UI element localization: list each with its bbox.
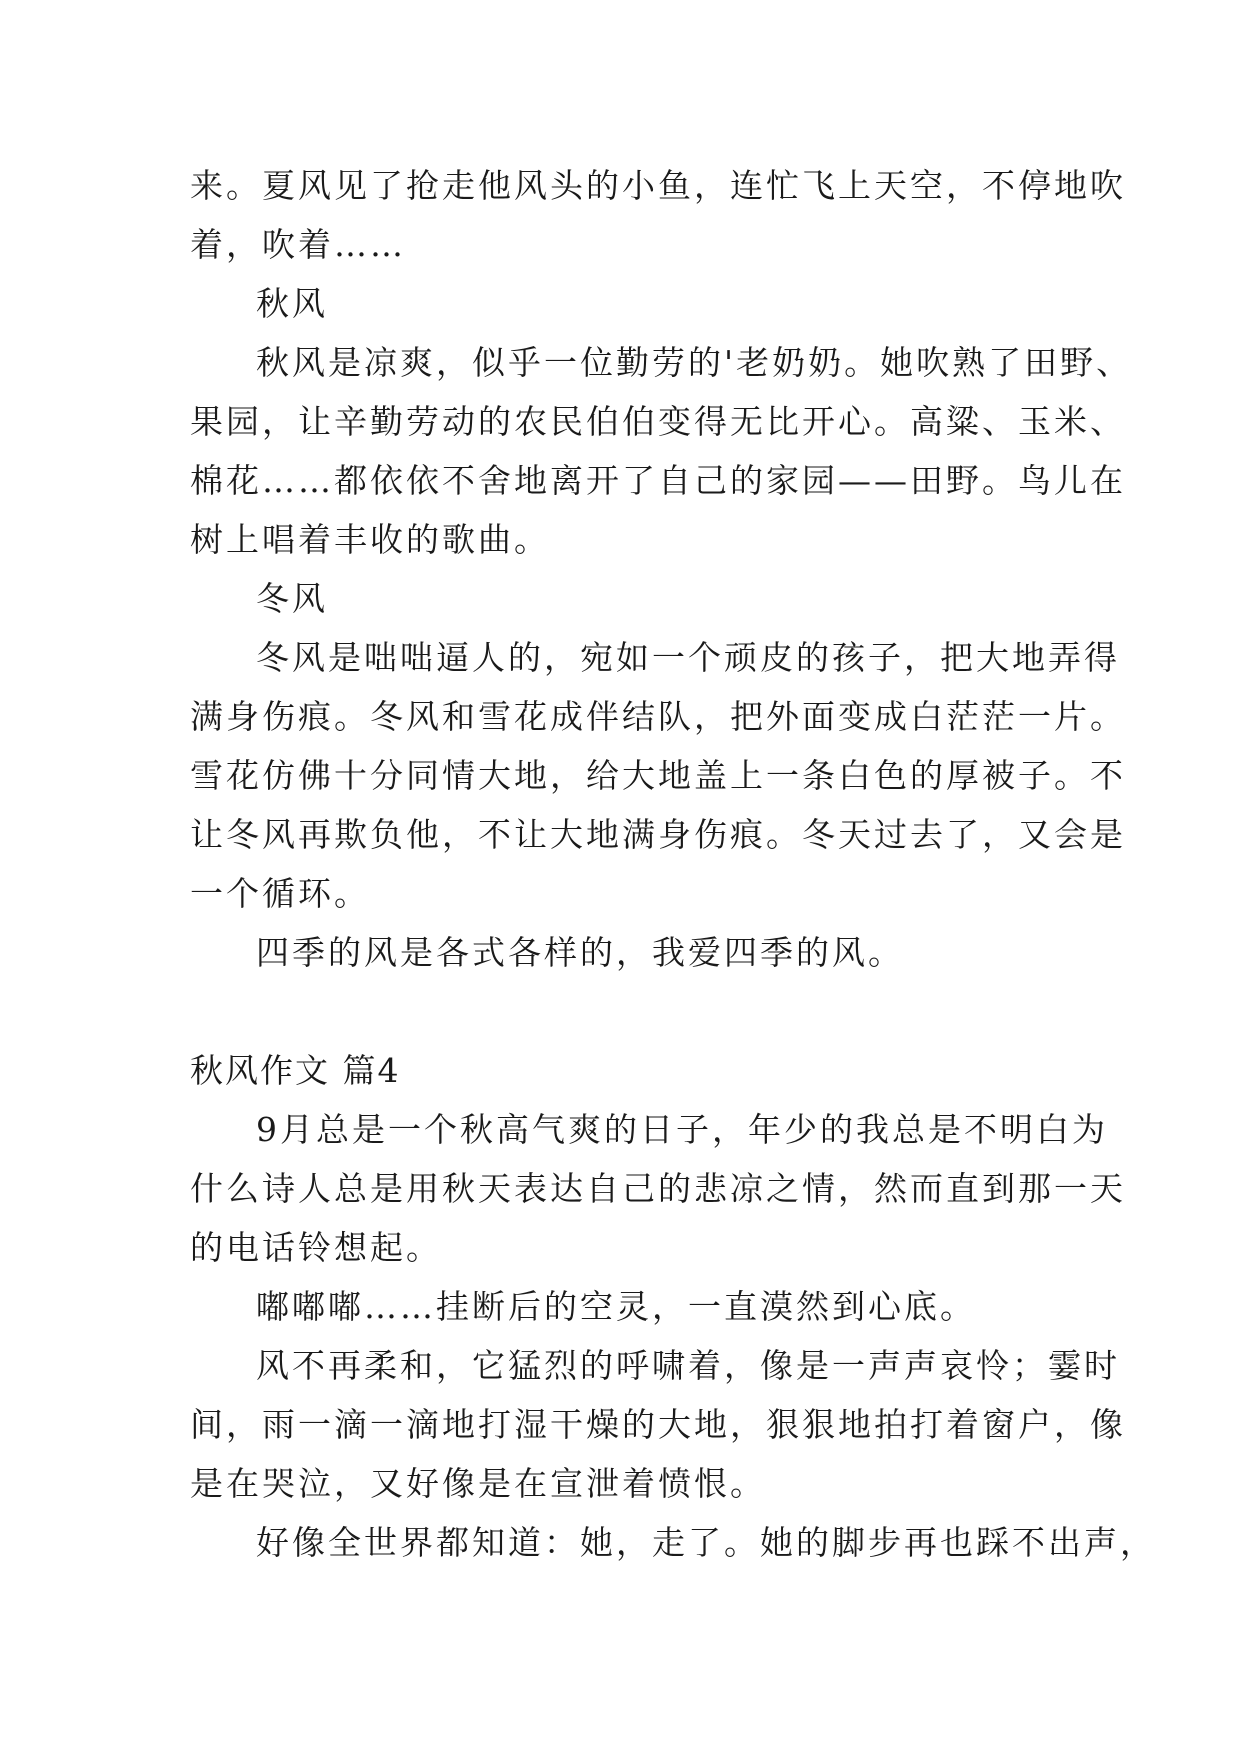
text-line: 四季的风是各式各样的，我爱四季的风。 xyxy=(256,933,904,972)
text-line: 秋风是凉爽，似乎一位勤劳的'老奶奶。她吹熟了田野、 xyxy=(256,343,1133,382)
text-line: 来。夏风见了抢走他风头的小鱼，连忙飞上天空，不停地吹 xyxy=(190,166,1126,205)
text-line: 什么诗人总是用秋天表达自己的悲凉之情，然而直到那一天 xyxy=(190,1169,1126,1208)
article-title: 秋风作文 篇4 xyxy=(190,1051,401,1090)
text-line: 果园，让辛勤劳动的农民伯伯变得无比开心。高粱、玉米、 xyxy=(190,402,1126,441)
text-line: 是在哭泣，又好像是在宣泄着愤恨。 xyxy=(190,1464,766,1503)
text-line: 冬风是咄咄逼人的，宛如一个顽皮的孩子，把大地弄得 xyxy=(256,638,1120,677)
text-line: 雪花仿佛十分同情大地，给大地盖上一条白色的厚被子。不 xyxy=(190,756,1126,795)
document-body xyxy=(190,156,1156,1572)
section-heading-winter-wind: 冬风 xyxy=(256,579,328,618)
text-line: 棉花……都依依不舍地离开了自己的家园——田野。鸟儿在 xyxy=(190,461,1126,500)
text-line: 着，吹着…… xyxy=(190,225,406,264)
text-line: 嘟嘟嘟……挂断后的空灵，一直漠然到心底。 xyxy=(256,1287,976,1326)
paragraph-gap xyxy=(190,982,1070,1041)
text-line: 9月总是一个秋高气爽的日子，年少的我总是不明白为 xyxy=(256,1110,1108,1149)
text-line: 的电话铃想起。 xyxy=(190,1228,442,1267)
section-heading-autumn-wind: 秋风 xyxy=(256,284,328,323)
text-line: 让冬风再欺负他，不让大地满身伤痕。冬天过去了，又会是 xyxy=(190,815,1126,854)
text-line: 满身伤痕。冬风和雪花成伴结队，把外面变成白茫茫一片。 xyxy=(190,697,1126,736)
text-line: 风不再柔和，它猛烈的呼啸着，像是一声声哀怜；霎时 xyxy=(256,1346,1120,1385)
text-line: 好像全世界都知道：她，走了。她的脚步再也踩不出声， xyxy=(256,1523,1156,1562)
text-line: 一个循环。 xyxy=(190,874,370,913)
text-line: 树上唱着丰收的歌曲。 xyxy=(190,520,550,559)
text-line: 间，雨一滴一滴地打湿干燥的大地，狠狠地拍打着窗户，像 xyxy=(190,1405,1126,1444)
